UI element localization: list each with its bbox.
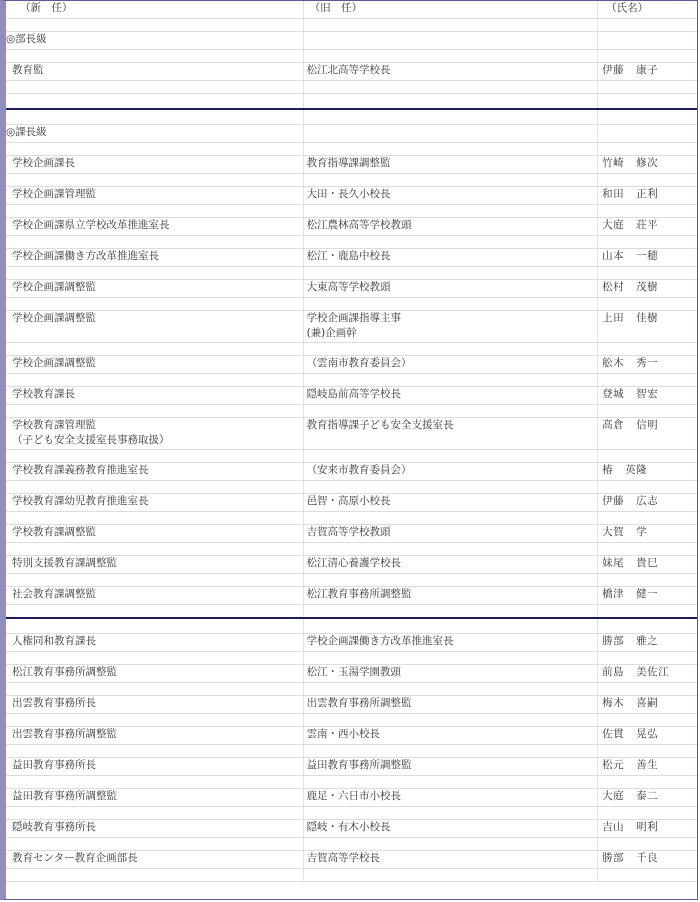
new-post: 学校教育課長 [6, 387, 304, 404]
person-name [598, 820, 697, 837]
old-post: 雲南・西小校長 [304, 727, 599, 744]
new-post: 出雲教育事務所長 [6, 696, 304, 713]
table-grid [6, 1, 697, 882]
new-post: 益田教育事務所長 [6, 758, 304, 775]
new-post-line1: 学校教育課管理監 [12, 419, 96, 431]
table-row [6, 634, 697, 652]
old-post: 松江・玉湯学園教頭 [304, 665, 599, 682]
spacer-row [6, 19, 697, 32]
surname: 上田 [602, 312, 625, 324]
spacer-row [6, 481, 697, 494]
section-divider [6, 605, 697, 619]
new-post: 教育監 [6, 63, 304, 80]
surname: 伊藤 [602, 64, 625, 76]
table-row [6, 463, 697, 481]
table-row [6, 820, 697, 838]
header-row [6, 1, 697, 19]
surname: 竹崎 [602, 157, 625, 169]
spacer-row [6, 143, 697, 156]
section-heading-row [6, 32, 697, 50]
person-name [598, 249, 697, 266]
spacer-row [6, 374, 697, 387]
person-name [598, 556, 697, 573]
person-name [598, 758, 697, 775]
spacer-row [6, 838, 697, 851]
table-row [6, 587, 697, 605]
old-post: 益田教育事務所調整監 [304, 758, 599, 775]
section-divider [6, 94, 697, 110]
old-post: 隠岐島前高等学校長 [304, 387, 599, 404]
table-row [6, 387, 697, 405]
spacer-row [6, 512, 697, 525]
spacer-row [6, 450, 697, 463]
old-post: 学校企画課働き方改革推進室長 [304, 634, 599, 651]
person-name [598, 418, 697, 449]
person-name [598, 696, 697, 713]
new-post: 学校企画課管理監 [6, 187, 304, 204]
table-row [6, 556, 697, 574]
person-name [598, 280, 697, 297]
given-name: 美佐江 [636, 666, 670, 678]
given-name: 善生 [636, 759, 659, 771]
spacer-row [6, 267, 697, 280]
surname: 橋津 [602, 588, 625, 600]
old-post: 松江清心養護学校長 [304, 556, 599, 573]
header-name: （氏名） [606, 2, 649, 14]
given-name: 広志 [636, 495, 659, 507]
surname: 大庭 [602, 219, 625, 231]
given-name: 雅之 [636, 635, 659, 647]
section-label: ◎課長級 [6, 125, 304, 142]
old-post: 松江北高等学校長 [304, 63, 599, 80]
spacer-row [6, 869, 697, 882]
table-row [6, 696, 697, 714]
person-name [598, 851, 697, 868]
table-row [6, 525, 697, 543]
table-row [6, 311, 697, 343]
surname: 松村 [602, 281, 625, 293]
old-post: 大東高等学校教頭 [304, 280, 599, 297]
old-post-line2: (兼)企画幹 [306, 327, 357, 339]
given-name: 正利 [636, 188, 659, 200]
person-name [598, 525, 697, 542]
table-row [6, 218, 697, 236]
given-name: 一穂 [636, 250, 659, 262]
old-post: 教育指導課調整監 [304, 156, 599, 173]
surname: 大庭 [602, 790, 625, 802]
surname: 伊藤 [602, 495, 625, 507]
surname: 佐貫 [602, 728, 625, 740]
old-post: 大田・長久小校長 [304, 187, 599, 204]
spacer-row [6, 81, 697, 94]
given-name: 康子 [636, 64, 659, 76]
spacer-row [6, 236, 697, 249]
old-post: 出雲教育事務所調整監 [304, 696, 599, 713]
given-name: 智宏 [636, 388, 659, 400]
old-post: 隠岐・有木小校長 [304, 820, 599, 837]
surname: 妹尾 [602, 557, 625, 569]
new-post: 教育センター教育企画部長 [6, 851, 304, 868]
section-heading-row [6, 125, 697, 143]
surname: 松元 [602, 759, 625, 771]
spacer-row [6, 745, 697, 758]
spacer-row [6, 110, 697, 125]
new-post: 学校企画課長 [6, 156, 304, 173]
new-post: 学校教育課幼児教育推進室長 [6, 494, 304, 511]
surname: 椿 [602, 464, 614, 476]
surname: 勝部 [602, 635, 625, 647]
new-post: 松江教育事務所調整監 [6, 665, 304, 682]
table-row [6, 187, 697, 205]
given-name: 茂樹 [636, 281, 659, 293]
surname: 大賀 [602, 526, 625, 538]
person-name [598, 634, 697, 651]
spacer-row [6, 683, 697, 696]
spacer-row [6, 619, 697, 634]
old-post: 吉賀高等学校長 [304, 851, 599, 868]
given-name: 英隆 [625, 464, 648, 476]
new-post: 隠岐教育事務所長 [6, 820, 304, 837]
spacer-row [6, 50, 697, 63]
surname: 舩木 [602, 357, 625, 369]
new-post: 学校教育課義務教育推進室長 [6, 463, 304, 480]
person-name [598, 789, 697, 806]
table-row [6, 494, 697, 512]
spacer-row [6, 574, 697, 587]
given-name: 健一 [636, 588, 659, 600]
spacer-row [6, 205, 697, 218]
table-row [6, 851, 697, 869]
table-row [6, 156, 697, 174]
new-post: 学校企画課県立学校改革推進室長 [6, 218, 304, 235]
table-row [6, 280, 697, 298]
person-name [598, 387, 697, 404]
new-post: 学校企画課働き方改革推進室長 [6, 249, 304, 266]
person-name [598, 587, 697, 604]
table-row [6, 356, 697, 374]
spacer-row [6, 543, 697, 556]
new-post: 特別支援教育課調整監 [6, 556, 304, 573]
table-row [6, 665, 697, 683]
person-name [598, 665, 697, 682]
old-post [304, 311, 599, 342]
given-name: 喜嗣 [636, 697, 659, 709]
surname: 吉山 [602, 821, 625, 833]
person-name [598, 63, 697, 80]
old-post: （安来市教育委員会） [304, 463, 599, 480]
new-post: 出雲教育事務所調整監 [6, 727, 304, 744]
person-name [598, 311, 697, 342]
person-name [598, 156, 697, 173]
spacer-row [6, 343, 697, 356]
new-post: 社会教育課調整監 [6, 587, 304, 604]
old-post: 鹿足・六日市小校長 [304, 789, 599, 806]
old-post-line1: 学校企画課指導主事 [306, 312, 402, 324]
given-name: 秀一 [636, 357, 659, 369]
new-post: 学校企画課調整監 [6, 356, 304, 373]
given-name: 佳樹 [636, 312, 659, 324]
table-row [6, 758, 697, 776]
given-name: 学 [636, 526, 648, 538]
person-name [598, 463, 697, 480]
section-label: ◎部長級 [6, 32, 304, 49]
table-row [6, 63, 697, 81]
surname: 前島 [602, 666, 625, 678]
surname: 高倉 [602, 419, 625, 431]
new-post-line2: （子ども安全支援室長事務取扱） [12, 434, 170, 446]
given-name: 荘平 [636, 219, 659, 231]
surname: 山本 [602, 250, 625, 262]
given-name: 信明 [636, 419, 659, 431]
person-name [598, 727, 697, 744]
person-name [598, 218, 697, 235]
spacer-row [6, 405, 697, 418]
given-name: 明利 [636, 821, 659, 833]
surname: 和田 [602, 188, 625, 200]
person-name [598, 187, 697, 204]
spacer-row [6, 298, 697, 311]
spacer-row [6, 174, 697, 187]
surname: 登城 [602, 388, 625, 400]
given-name: 晃弘 [636, 728, 659, 740]
table-row [6, 727, 697, 745]
person-name [598, 356, 697, 373]
old-post: （雲南市教育委員会） [304, 356, 599, 373]
new-post: 益田教育事務所調整監 [6, 789, 304, 806]
new-post: 学校教育課調整監 [6, 525, 304, 542]
spacer-row [6, 652, 697, 665]
surname: 梅木 [602, 697, 625, 709]
given-name: 泰二 [636, 790, 659, 802]
new-post: 学校企画課調整監 [6, 280, 304, 297]
header-new-post: （新 任） [6, 1, 304, 18]
given-name: 修次 [636, 157, 659, 169]
given-name: 千良 [636, 852, 659, 864]
table-row [6, 789, 697, 807]
new-post: 人権同和教育課長 [6, 634, 304, 651]
old-post: 邑智・高原小校長 [304, 494, 599, 511]
old-post: 教育指導課子ども安全支援室長 [304, 418, 599, 449]
spacer-row [6, 714, 697, 727]
spacer-row [6, 807, 697, 820]
old-post: 松江教育事務所調整監 [304, 587, 599, 604]
table-row [6, 418, 697, 450]
new-post [6, 418, 304, 449]
spacer-row [6, 776, 697, 789]
old-post: 松江農林高等学校教頭 [304, 218, 599, 235]
new-post: 学校企画課調整監 [6, 311, 304, 342]
header-old-post: （旧 任） [304, 1, 599, 18]
old-post: 松江・鹿島中校長 [304, 249, 599, 266]
surname: 勝部 [602, 852, 625, 864]
given-name: 貴巳 [636, 557, 659, 569]
table-row [6, 249, 697, 267]
person-name [598, 494, 697, 511]
old-post: 吉賀高等学校教頭 [304, 525, 599, 542]
